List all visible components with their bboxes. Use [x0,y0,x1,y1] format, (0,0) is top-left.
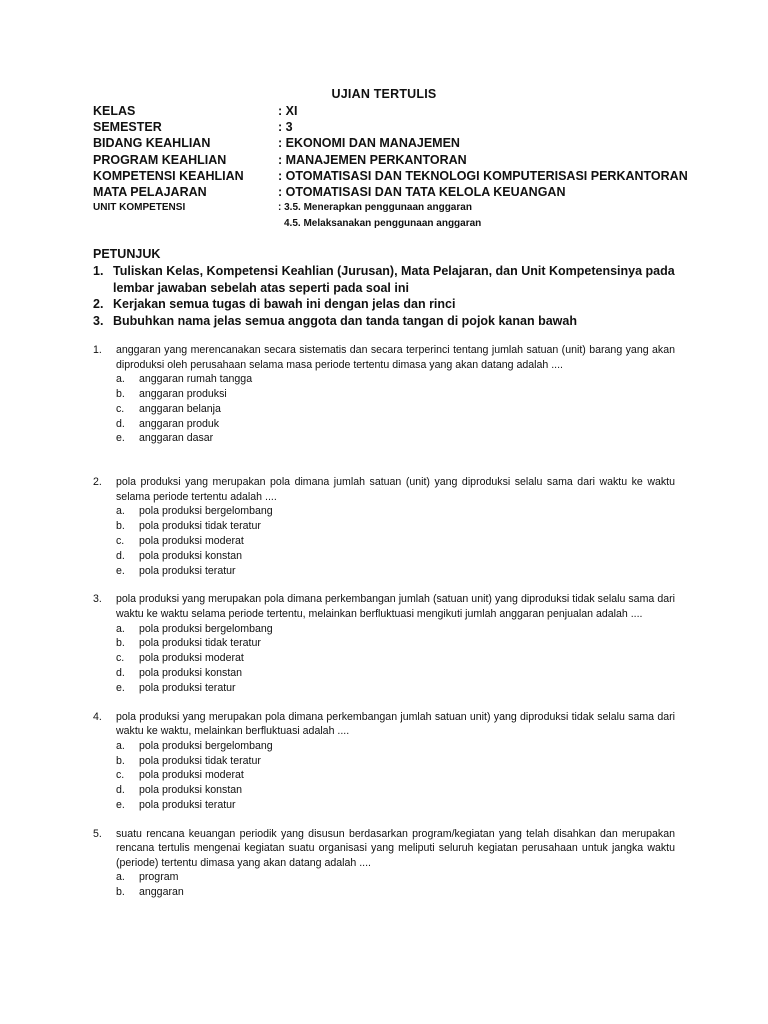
option-letter: e. [116,798,125,811]
option-letter: b. [116,520,125,533]
instruction-number: 2. [93,297,104,311]
instructions-heading: PETUNJUK [93,247,161,261]
option-b [116,636,675,651]
question-text: pola produksi yang merupakan pola dimana perkembangan jumlah satuan unit) yang diproduksi tidak selalu sama dari waktu ke waktu, melainkan berfluktuasi adalah .... [116,710,675,738]
question-list [93,343,675,900]
option-d [116,549,675,564]
option-text: anggaran rumah tangga [139,373,253,386]
option-a [116,870,675,885]
question-number: 3. [93,593,102,606]
option-b [116,754,675,769]
info-label: UNIT KOMPETENSI [93,202,186,214]
option-text: pola produksi moderat [139,534,244,547]
question-stem [93,827,675,871]
option-text: anggaran produksi [139,387,227,400]
question-text: suatu rencana keuangan periodik yang disusun berdasarkan program/kegiatan yang telah disahkan dan merupakan rencana tertulis mengenai kegiatan suatu organisasi yang meliputi seluruh kegiatan perusahaan untuk jangka waktu (periode) tertentu dimasa yang akan datang adalah .... [116,827,675,869]
option-letter: c. [116,402,125,415]
option-e [116,798,675,813]
info-label: SEMESTER [93,120,162,135]
question-text: anggaran yang merencanakan secara sistematis dan secara terperinci tentang jumlah satuan (unit) barang yang akan diproduksi oleh perusahaan selama masa periode tertentu dimasa yang akan datang adalah .... [116,344,675,371]
option-letter: c. [116,769,125,782]
question-1 [93,343,675,446]
option-text: pola produksi teratur [139,564,236,577]
option-letter: a. [116,373,125,386]
option-text: pola produksi tidak teratur [139,754,261,767]
instruction-number: 3. [93,313,104,328]
instruction-text: Kerjakan semua tugas di bawah ini dengan jelas dan rinci [113,297,456,311]
info-value: : XI [278,104,298,118]
info-row-kelas [93,103,713,119]
option-list [116,372,675,446]
question-stem [93,592,675,621]
option-letter: e. [116,681,125,694]
info-label: KELAS [93,104,136,118]
option-a [116,739,675,754]
instructions [93,246,683,329]
info-row-semester [93,119,713,135]
option-list [116,622,675,696]
option-text: program [139,871,179,884]
question-text: pola produksi yang merupakan pola dimana jumlah satuan (unit) yang diproduksi selalu sama dari waktu ke waktu selama periode tertentu adalah .... [116,476,675,503]
info-label: KOMPETENSI KEAHLIAN [93,168,244,183]
option-e [116,564,675,579]
option-letter: a. [116,871,125,884]
info-row-mapel [93,184,713,200]
option-letter: a. [116,622,125,635]
info-label: BIDANG KEAHLIAN [93,136,211,151]
question-2 [93,475,675,578]
page-title: UJIAN TERTULIS [331,87,437,101]
option-text: pola produksi konstan [139,666,243,679]
info-value: : 3 [278,120,293,135]
option-text: anggaran dasar [139,432,214,445]
option-d [116,783,675,798]
option-letter: a. [116,505,125,518]
instruction-text: Bubuhkan nama jelas semua anggota dan tanda tangan di pojok kanan bawah [113,313,577,328]
option-letter: e. [116,564,125,577]
info-value: : OTOMATISASI DAN TATA KELOLA KEUANGAN [278,184,566,199]
instruction-item [93,296,683,313]
info-row-kompetensi [93,168,713,184]
instruction-number: 1. [93,264,104,278]
info-label: MATA PELAJARAN [93,184,207,199]
option-text: pola produksi konstan [139,549,243,562]
info-value: : OTOMATISASI DAN TEKNOLOGI KOMPUTERISASI PERKANTORAN [278,168,688,183]
info-row-program [93,152,713,168]
option-text: pola produksi teratur [139,681,236,694]
option-text: anggaran belanja [139,402,221,415]
option-c [116,402,675,417]
question-5 [93,827,675,900]
question-stem [93,343,675,372]
option-text: pola produksi teratur [139,798,236,811]
option-b [116,387,675,402]
option-letter: b. [116,637,125,650]
option-text: pola produksi konstan [139,784,243,797]
option-c [116,768,675,783]
question-stem [93,710,675,739]
option-list [116,739,675,813]
option-text: pola produksi moderat [139,769,244,782]
option-letter: d. [116,549,125,562]
question-number: 4. [93,710,102,723]
option-text: anggaran [139,886,184,899]
info-value: 4.5. Melaksanakan penggunaan anggaran [284,218,482,230]
info-value: : 3.5. Menerapkan penggunaan anggaran [278,202,472,214]
option-letter: a. [116,739,125,752]
option-list [116,870,675,900]
option-e [116,681,675,696]
question-3 [93,592,675,695]
option-letter: d. [116,666,125,679]
option-d [116,666,675,681]
question-number: 1. [93,344,102,356]
option-letter: b. [116,754,125,767]
option-text: pola produksi tidak teratur [139,520,261,533]
question-4 [93,710,675,813]
question-number: 2. [93,476,102,489]
info-row-unit [93,200,713,216]
option-b [116,885,675,900]
option-letter: b. [116,886,125,899]
info-label: PROGRAM KEAHLIAN [93,152,227,167]
option-letter: e. [116,432,125,445]
instruction-text: Tuliskan Kelas, Kompetensi Keahlian (Jurusan), Mata Pelajaran, dan Unit Kompetensinya pada lembar jawaban sebelah atas seperti pada soal ini [113,264,675,295]
option-c [116,534,675,549]
option-a [116,504,675,519]
option-list [116,504,675,578]
instruction-item [93,313,683,330]
option-text: pola produksi tidak teratur [139,637,261,650]
info-label [93,216,278,232]
info-row-bidang [93,135,713,151]
instruction-item [93,263,683,296]
option-d [116,417,675,432]
option-text: anggaran produk [139,417,220,430]
info-row-unit-2 [93,216,713,232]
option-b [116,519,675,534]
option-letter: d. [116,784,125,797]
option-text: pola produksi bergelombang [139,622,273,635]
option-a [116,372,675,387]
option-letter: c. [116,534,125,547]
option-text: pola produksi bergelombang [139,739,273,752]
option-c [116,651,675,666]
info-value: : MANAJEMEN PERKANTORAN [278,152,467,167]
question-number: 5. [93,827,102,840]
option-text: pola produksi moderat [139,652,244,665]
option-letter: d. [116,417,125,430]
option-e [116,431,675,446]
option-a [116,622,675,637]
info-value: : EKONOMI DAN MANAJEMEN [278,136,460,151]
question-text: pola produksi yang merupakan pola dimana perkembangan jumlah (satuan unit) yang diproduksi tidak selalu sama dari waktu ke waktu selama periode tertentu, melainkan berfluktuasi mengikuti jumlah anggaran penjualan adalah .... [116,593,675,620]
option-letter: c. [116,652,125,665]
question-stem [93,475,675,504]
option-text: pola produksi bergelombang [139,505,273,518]
option-letter: b. [116,387,125,400]
exam-info-table [93,103,713,233]
